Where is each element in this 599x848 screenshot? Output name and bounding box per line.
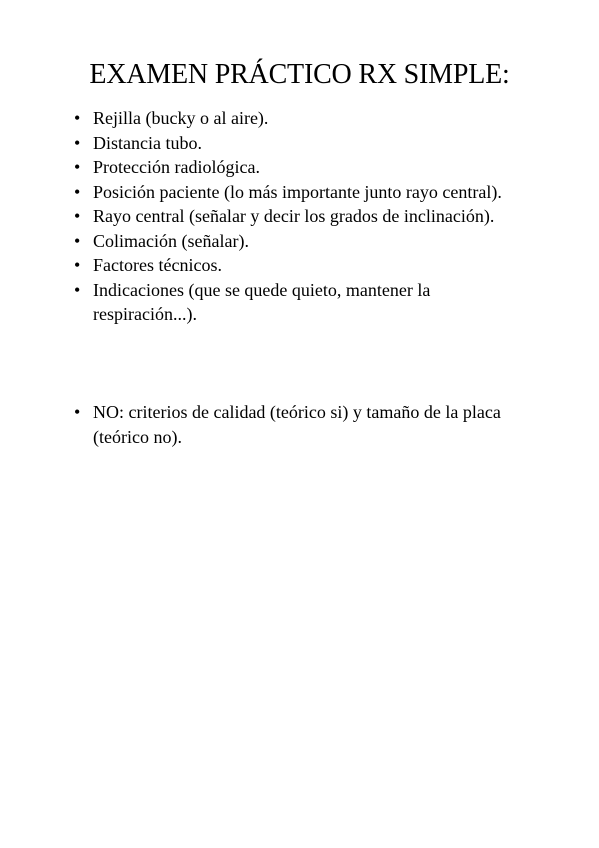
checklist xyxy=(74,106,534,327)
page-title: EXAMEN PRÁCTICO RX SIMPLE: xyxy=(89,59,510,90)
list-item xyxy=(74,229,534,254)
list-item xyxy=(74,180,534,205)
list-item xyxy=(74,155,534,180)
list-item xyxy=(74,253,534,278)
note-text: NO: criterios de calidad (teórico si) y tamaño de la placa (teórico no). xyxy=(93,402,501,447)
list-item-text: Posición paciente (lo más importante junto rayo central). xyxy=(93,181,502,202)
bullet-icon: • xyxy=(74,230,81,251)
list-item-text: Factores técnicos. xyxy=(93,255,222,275)
bullet-icon: • xyxy=(74,402,81,422)
list-item xyxy=(74,106,534,131)
list-item-text: Rayo central (señalar y decir los grados de inclinación). xyxy=(93,206,495,226)
list-item-text: Rejilla (bucky o al aire). xyxy=(93,108,269,128)
note-list xyxy=(74,400,534,449)
note-item xyxy=(74,400,534,449)
list-item-text: Protección radiológica. xyxy=(93,157,260,177)
list-item-text: Distancia tubo. xyxy=(93,132,202,153)
bullet-icon: • xyxy=(74,132,81,153)
bullet-icon: • xyxy=(74,157,81,177)
list-item xyxy=(74,278,534,327)
bullet-icon: • xyxy=(74,181,81,202)
list-item-text: Colimación (señalar). xyxy=(93,230,249,251)
list-item xyxy=(74,131,534,156)
list-item-text: Indicaciones (que se quede quieto, mantener la respiración...). xyxy=(93,279,431,324)
bullet-icon: • xyxy=(74,279,81,300)
bullet-icon: • xyxy=(74,108,81,128)
bullet-icon: • xyxy=(74,255,81,275)
list-item xyxy=(74,204,534,229)
bullet-icon: • xyxy=(74,206,81,226)
